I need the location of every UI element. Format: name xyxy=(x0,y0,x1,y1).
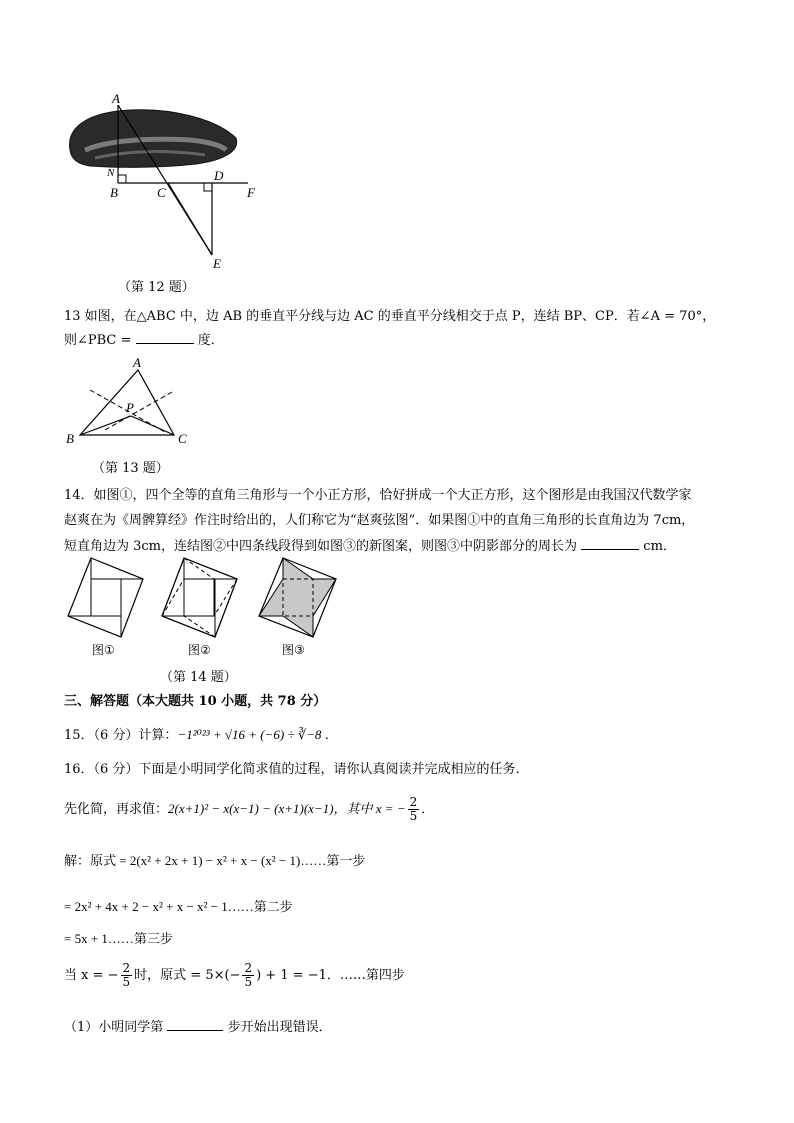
fig14-diagram-3 xyxy=(259,558,336,637)
q15-prefix: 15．（6 分）计算： xyxy=(64,728,178,743)
q14-line3-post: cm． xyxy=(643,539,676,554)
q16-step1: 解：原式 = 2(x² + 2x + 1) − x² + x − (x² − 1)……第一步 xyxy=(64,853,366,868)
q16-task-pre: 先化简，再求值： xyxy=(64,802,169,817)
q16-sub1-post: 步开始出现错误． xyxy=(227,1020,332,1035)
q16-step4-pre: 当 x = − xyxy=(64,968,119,983)
q15-expression: −1²⁰²³ + √16 + (−6) ÷ ∛−8 ． xyxy=(177,727,338,742)
fig12-caption: （第 12 题） xyxy=(118,280,195,295)
fig13-label-A: A xyxy=(133,355,141,370)
q13-line2-post: 度． xyxy=(197,333,224,348)
q14-line3-pre: 短直角边为 3cm，连结图②中四条线段得到如图③的新图案，则图③中阴影部分的周长为 xyxy=(64,539,578,554)
q16-task: 先化简，再求值：2(x+1)² − x(x−1) − (x+1)(x−1)，其中 x = − $\frac{2}{5}$ ． xyxy=(64,795,435,823)
q14-line2: 赵爽在为《周髀算经》作注时给出的，人们称它为“赵爽弦图”．如果图①中的直角三角形的长直角边为 7cm， xyxy=(64,513,695,528)
q16-step4 xyxy=(64,962,405,989)
q16-task-fraction: $\frac{2}{5}$ xyxy=(409,795,418,823)
q16-step4-mid: 时，原式 = 5×(− xyxy=(134,968,241,983)
fig14-diagram-1 xyxy=(68,558,143,637)
fig13-label-P: P xyxy=(126,400,134,415)
q16-task-expression: 2(x+1)² − x(x−1) − (x+1)(x−1)，其中 x = − xyxy=(168,801,406,816)
fig14-label-1: 图① xyxy=(92,643,115,657)
q16-step2: = 2x² + 4x + 2 − x² + x − x² − 1……第二步 xyxy=(64,899,293,914)
fig12-label-B: B xyxy=(110,185,118,200)
fig14-diagram-2 xyxy=(162,558,237,637)
fig13-label-C: C xyxy=(178,431,187,446)
q13-line1: 13 如图，在△ABC 中，边 AB 的垂直平分线与边 AC 的垂直平分线相交于点 P，连结 BP、CP．若∠A = 70°， xyxy=(64,309,716,324)
fig12-label-C: C xyxy=(157,185,166,200)
fig12-label-A: A xyxy=(112,91,120,106)
fig14-caption: （第 14 题） xyxy=(160,670,237,685)
section3-title: 三、解答题（本大题共 10 小题，共 78 分） xyxy=(64,694,327,709)
fig14-label-3: 图③ xyxy=(282,643,305,657)
q13-line2-pre: 则∠PBC = xyxy=(64,333,132,348)
q16-step4-fraction-2: $\frac{2}{5}$ xyxy=(244,961,253,989)
q16-intro: 16．（6 分）下面是小明同学化简求值的过程，请你认真阅读并完成相应的任务． xyxy=(64,762,529,777)
q16-sub1-answer-blank[interactable] xyxy=(167,1018,223,1031)
fig12-label-E: E xyxy=(213,256,221,271)
q14-line1: 14．如图①，四个全等的直角三角形与一个小正方形，恰好拼成一个大正方形，这个图形是由我国汉代数学家 xyxy=(64,488,692,503)
fig13-label-B: B xyxy=(66,431,74,446)
q16-step4-post: ) + 1 = −1．……第四步 xyxy=(256,968,405,983)
fig14-label-2: 图② xyxy=(188,643,211,657)
q15 xyxy=(64,724,338,743)
fig12-label-F: F xyxy=(247,185,255,200)
q16-step4-fraction-1: $\frac{2}{5}$ xyxy=(122,961,131,989)
fig12-label-D: D xyxy=(214,168,224,183)
q16-sub1-pre: （1）小明同学第 xyxy=(64,1020,164,1035)
fig13-caption: （第 13 题） xyxy=(92,461,169,476)
q16-sub1 xyxy=(64,1016,332,1035)
fig12-label-N: N xyxy=(107,167,115,179)
q16-step3: = 5x + 1……第三步 xyxy=(64,931,173,946)
